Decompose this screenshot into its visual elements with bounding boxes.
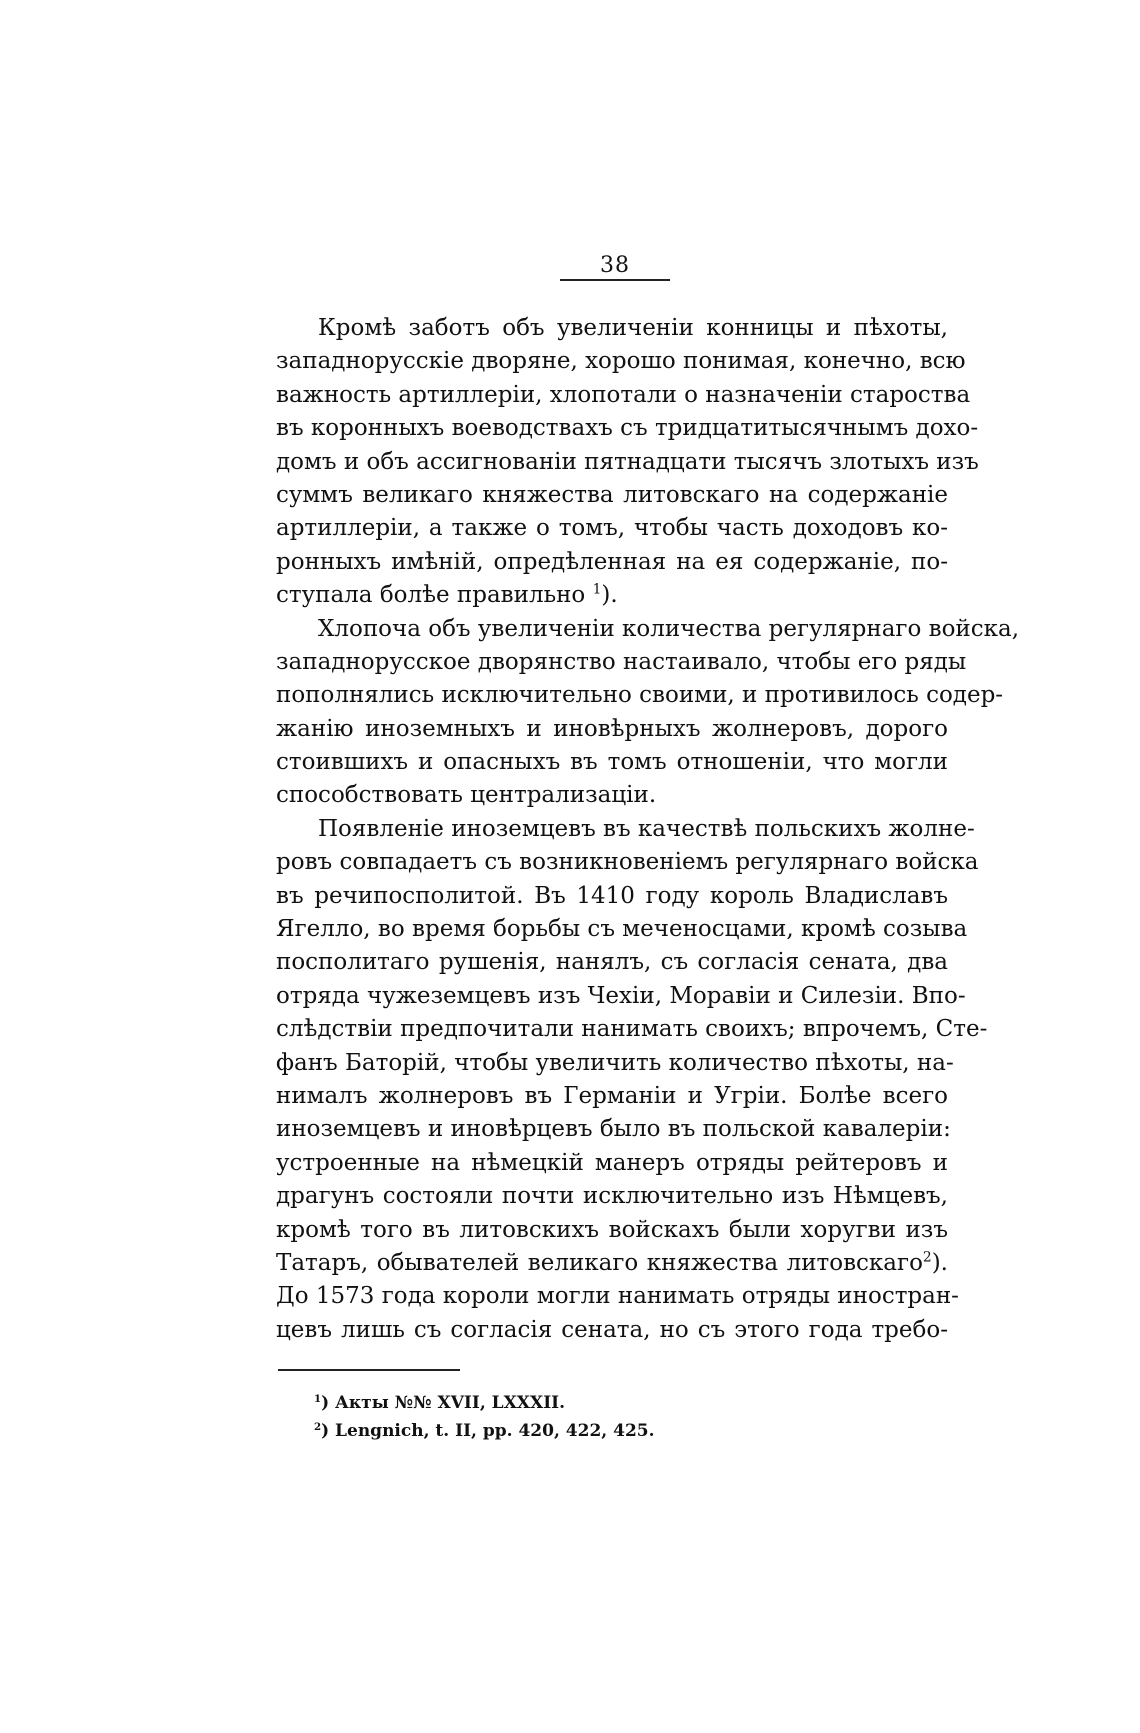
text-line: въ коронныхъ воеводствахъ съ тридцатитысячнымъ дохо- (276, 415, 979, 442)
text-line-with-footnote (276, 1247, 948, 1280)
text-line-suffix: ). (601, 582, 618, 609)
footnote-1 (314, 1389, 814, 1417)
text-line: иноземцевъ и иновѣрцевъ было въ польской кавалеріи: (276, 1116, 951, 1143)
paragraph-1 (276, 312, 979, 613)
paragraph-3 (276, 813, 988, 1347)
text-line: жанію иноземныхъ и иновѣрныхъ жолнеровъ, дорого (276, 715, 948, 742)
text-line: въ речипосполитой. Въ 1410 году король Владиславъ (276, 882, 948, 909)
text-line: Хлопоча объ увеличеніи количества регулярнаго войска, (318, 615, 1020, 642)
text-line: стоившихъ и опасныхъ въ томъ отношеніи, что могли (276, 749, 948, 776)
text-line: важность артиллеріи, хлопотали о назначеніи староства (276, 381, 971, 408)
body-text (276, 312, 1020, 1347)
text-line: суммъ великаго княжества литовскаго на содержаніе (276, 481, 948, 508)
page-number-rule (560, 279, 670, 281)
footnote-text: ) Lengnich, t. II, pp. 420, 422, 425. (321, 1421, 655, 1441)
text-line: Ягелло, во время борьбы съ меченосцами, кромѣ созыва (276, 916, 968, 943)
footnote-2 (314, 1417, 814, 1445)
text-line: слѣдствіи предпочитали нанимать своихъ; впрочемъ, Сте- (276, 1016, 988, 1043)
page-number: 38 (600, 253, 630, 278)
footnotes (314, 1389, 814, 1445)
text-line-with-footnote (276, 579, 948, 612)
text-line: артиллеріи, а также о томъ, чтобы часть доходовъ ко- (276, 515, 948, 542)
text-line: драгунъ состояли почти исключительно изъ Нѣмцевъ, (276, 1183, 948, 1210)
text-line: Появленіе иноземцевъ въ качествѣ польскихъ жолне- (318, 815, 975, 842)
text-line: фанъ Баторій, чтобы увеличить количество пѣхоты, на- (276, 1049, 954, 1076)
footnote-ref-2: 2 (922, 1249, 932, 1266)
text-line: пополнялись исключительно своими, и противилось содер- (276, 682, 1004, 709)
text-line: цевъ лишь съ согласія сената, но съ этого года требо- (276, 1316, 948, 1343)
text-line-content: ступала болѣе правильно (276, 582, 586, 609)
text-line: западнорусскіе дворяне, хорошо понимая, конечно, всю (276, 348, 966, 375)
text-line: способствовать централизаціи. (276, 782, 657, 809)
text-line: домъ и объ ассигнованіи пятнадцати тысячъ злотыхъ изъ (276, 448, 979, 475)
text-line: Кромѣ заботъ объ увеличеніи конницы и пѣхоты, (318, 315, 948, 341)
footnote-separator (278, 1369, 460, 1371)
footnote-marker: 1 (314, 1392, 322, 1405)
text-line-content: Татаръ, обывателей великаго княжества литовскаго (276, 1249, 923, 1276)
footnote-ref-1: 1 (592, 581, 602, 598)
text-line: кромѣ того въ литовскихъ войскахъ были хоругви изъ (276, 1216, 948, 1243)
text-line-suffix: ). (931, 1249, 948, 1276)
text-line: ровъ совпадаетъ съ возникновеніемъ регулярнаго войска (276, 849, 979, 876)
text-line: нималъ жолнеровъ въ Германіи и Угріи. Болѣе всего (276, 1082, 948, 1109)
text-line: До 1573 года короли могли нанимать отряды иностран- (276, 1283, 959, 1310)
text-line: отряда чужеземцевъ изъ Чехіи, Моравіи и Силезіи. Впо- (276, 982, 966, 1009)
footnote-text: ) Акты №№ XVII, LXXXII. (321, 1393, 566, 1413)
text-line: посполитаго рушенія, нанялъ, съ согласія сената, два (276, 949, 948, 976)
text-line: устроенные на нѣмецкій манеръ отряды рейтеровъ и (276, 1149, 948, 1176)
paragraph-2 (276, 613, 1020, 813)
footnote-marker: 2 (314, 1420, 322, 1433)
text-line: западнорусское дворянство настаивало, чтобы его ряды (276, 648, 967, 675)
text-line: ронныхъ имѣній, опредѣленная на ея содержаніе, по- (276, 548, 948, 575)
